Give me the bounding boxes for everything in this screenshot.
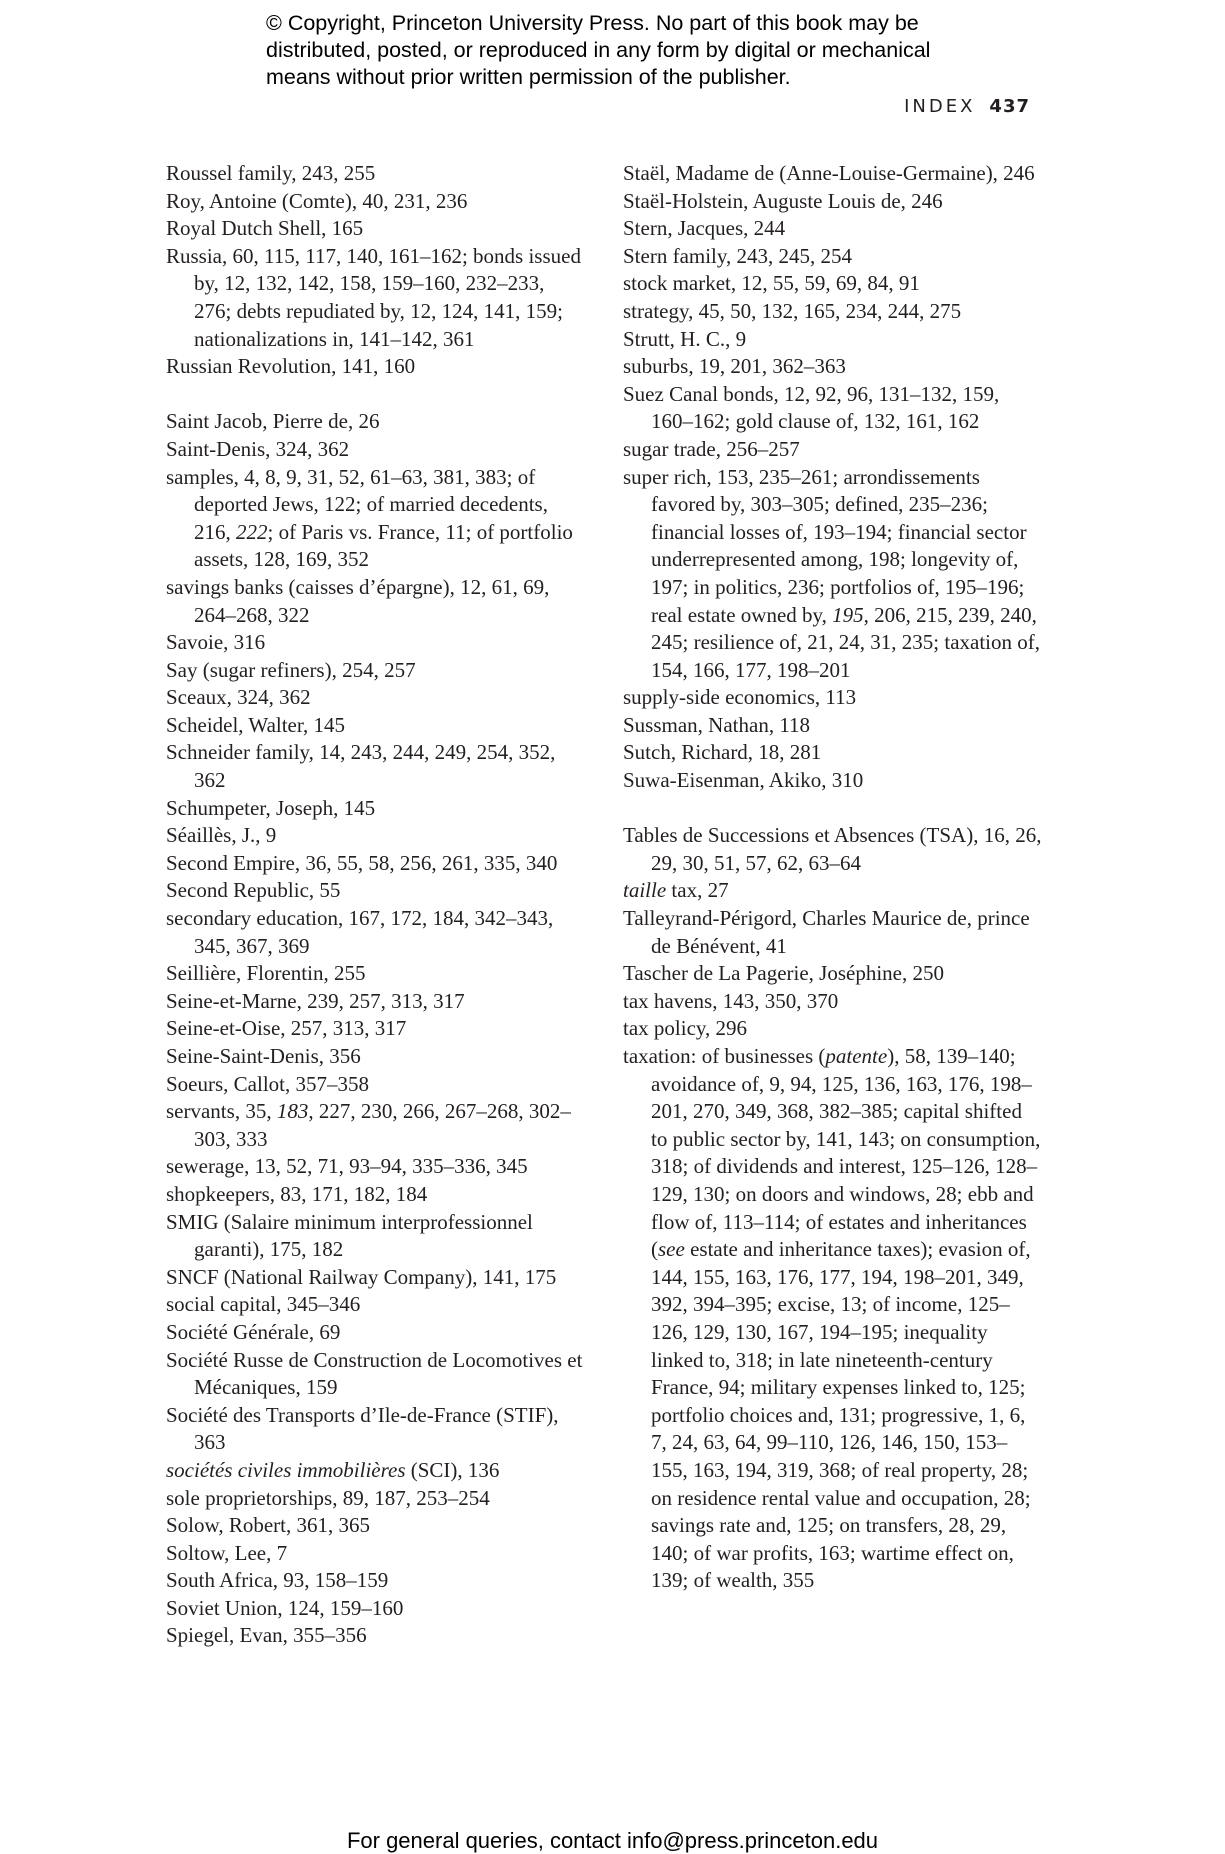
entry-text: , 227, 230, 266, 267–268, 302–303, 333 <box>194 1099 571 1151</box>
entry-text: strategy, 45, 50, 132, 165, 234, 244, 275 <box>623 298 962 323</box>
entry-text: Solow, Robert, 361, 365 <box>166 1513 370 1538</box>
entry-text: savings banks (caisses d’épargne), 12, 61, 69, 264–268, 322 <box>166 574 550 627</box>
index-entry <box>623 822 1043 877</box>
entry-text: Suwa-Eisenman, Akiko, 310 <box>623 768 864 793</box>
index-entry <box>166 1015 586 1043</box>
copyright-line: distributed, posted, or reproduced in any form by digital or mechanical <box>266 38 931 62</box>
entry-italic-text: sociétés civiles immobilières <box>166 1457 406 1482</box>
index-entry <box>623 353 1043 381</box>
index-entry <box>166 1319 586 1347</box>
entry-text: Talleyrand-Périgord, Charles Maurice de, prince de Bénévent, 41 <box>623 906 1030 958</box>
entry-text: super rich, 153, 235–261; arrondissements favored by, 303–305; defined, 235–236; financial losses of, 193–194; financial sector underrepresented among, 198; longevity of, 197; in politics, 236; portfolios of, 195–196; real estate owned by, <box>623 464 1027 627</box>
entry-text: Suez Canal bonds, 12, 92, 96, 131–132, 159, 160–162; gold clause of, 132, 161, 162 <box>623 381 1000 434</box>
index-entry <box>623 905 1043 960</box>
copyright-line: © Copyright, Princeton University Press. No part of this book may be <box>266 11 919 35</box>
index-entry <box>623 684 1043 712</box>
index-entry <box>166 657 586 685</box>
index-entry <box>166 960 586 988</box>
index-entry <box>166 353 586 381</box>
index-entry <box>623 215 1043 243</box>
entry-text: Soeurs, Callot, 357–358 <box>166 1071 369 1096</box>
entry-text: Staël-Holstein, Auguste Louis de, 246 <box>623 188 943 213</box>
entry-text: Saint Jacob, Pierre de, 26 <box>166 409 380 434</box>
index-column-left <box>166 160 586 1650</box>
index-entry <box>166 574 586 629</box>
entry-text: Second Republic, 55 <box>166 878 341 903</box>
letter-gap <box>623 795 1043 823</box>
entry-text: Royal Dutch Shell, 165 <box>166 216 364 241</box>
index-entry <box>166 1264 586 1292</box>
index-entry <box>166 684 586 712</box>
entry-text: Schumpeter, Joseph, 145 <box>166 795 376 820</box>
entry-text: sole proprietorships, 89, 187, 253–254 <box>166 1485 490 1510</box>
entry-text: samples, 4, 8, 9, 31, 52, 61–63, 381, 383; of deported Jews, 122; of married decedents, 216, <box>166 464 548 544</box>
index-entry <box>166 1181 586 1209</box>
entry-text: SMIG (Salaire minimum interprofessionnel garanti), 175, 182 <box>166 1209 533 1262</box>
entry-text: Soltow, Lee, 7 <box>166 1540 288 1565</box>
copyright-line: means without prior written permission of the publisher. <box>266 65 791 89</box>
entry-text: Schneider family, 14, 243, 244, 249, 254, 352, 362 <box>166 740 556 793</box>
entry-text: Second Empire, 36, 55, 58, 256, 261, 335, 340 <box>166 850 558 875</box>
index-entry <box>166 436 586 464</box>
index-entry <box>623 464 1043 685</box>
index-entry <box>623 298 1043 326</box>
index-entry <box>623 960 1043 988</box>
index-entry <box>166 795 586 823</box>
entry-text: Say (sugar refiners), 254, 257 <box>166 657 416 682</box>
index-entry <box>166 1043 586 1071</box>
page-number: 437 <box>989 96 1030 117</box>
entry-text: Savoie, 316 <box>166 630 266 655</box>
entry-text: Staël, Madame de (Anne-Louise-Germaine), 246 <box>623 161 1035 185</box>
index-entry <box>623 188 1043 216</box>
index-entry <box>166 1402 586 1457</box>
entry-text: tax havens, 143, 350, 370 <box>623 988 839 1013</box>
entry-text: tax, 27 <box>666 878 729 903</box>
index-entry <box>166 464 586 574</box>
entry-text: Roy, Antoine (Comte), 40, 231, 236 <box>166 188 468 213</box>
entry-text: shopkeepers, 83, 171, 182, 184 <box>166 1181 428 1206</box>
index-entry <box>623 877 1043 905</box>
entry-text: SNCF (National Railway Company), 141, 175 <box>166 1264 557 1289</box>
entry-text: ; of Paris vs. France, 11; of portfolio assets, 128, 169, 352 <box>194 519 573 572</box>
index-entry <box>166 1567 586 1595</box>
entry-text: , 206, 215, 239, 240, 245; resilience of, 21, 24, 31, 235; taxation of, 154, 166, 177, 198–201 <box>651 602 1041 682</box>
index-entry <box>166 1540 586 1568</box>
entry-text: Roussel family, 243, 255 <box>166 161 376 185</box>
index-entry <box>166 1071 586 1099</box>
entry-text: Seine-et-Marne, 239, 257, 313, 317 <box>166 988 465 1013</box>
entry-text: stock market, 12, 55, 59, 69, 84, 91 <box>623 271 920 296</box>
copyright-notice <box>266 10 1026 91</box>
index-entry <box>166 712 586 740</box>
index-entry <box>166 905 586 960</box>
index-entry <box>166 215 586 243</box>
index-entry <box>166 188 586 216</box>
index-entry <box>166 1153 586 1181</box>
index-entry <box>623 1043 1043 1595</box>
entry-text: Seine-et-Oise, 257, 313, 317 <box>166 1016 407 1041</box>
entry-text: South Africa, 93, 158–159 <box>166 1568 389 1593</box>
entry-text: estate and inheritance taxes); evasion of, 144, 155, 163, 176, 177, 194, 198–201, 349, 392, 394–395; excise, 13; of income, 125–126, 129, 130, 167, 194–195; inequality linked to, 318; in late nineteenth-century France, 94; military expenses linked to, 125; portfolio choices and, 131; progressive, 1, 6, 7, 24, 63, 64, 99–110, 126, 146, 150, 153–155, 163, 194, 319, 368; of real property, 28; on residence rental value and occupation, 28; savings rate and, 125; on transfers, 28, 29, 140; of war profits, 163; wartime effect on, 139; of wealth, 355 <box>651 1237 1031 1593</box>
running-head <box>904 96 1030 117</box>
entry-text: Soviet Union, 124, 159–160 <box>166 1595 404 1620</box>
index-entry <box>623 767 1043 795</box>
entry-text: Société des Transports d’Ile-de-France (STIF), 363 <box>166 1402 559 1455</box>
entry-text: sugar trade, 256–257 <box>623 436 800 461</box>
entry-text: Tascher de La Pagerie, Joséphine, 250 <box>623 961 944 986</box>
entry-text: Scheidel, Walter, 145 <box>166 712 346 737</box>
index-entry <box>623 739 1043 767</box>
entry-text: servants, 35, <box>166 1099 277 1124</box>
entry-text: Stern family, 243, 245, 254 <box>623 243 853 268</box>
entry-text: social capital, 345–346 <box>166 1292 361 1317</box>
entry-text: suburbs, 19, 201, 362–363 <box>623 354 846 379</box>
index-entry <box>166 739 586 794</box>
index-entry <box>166 877 586 905</box>
letter-gap <box>166 381 586 409</box>
index-entry <box>623 712 1043 740</box>
index-entry <box>166 850 586 878</box>
entry-text: taxation: of businesses ( <box>623 1044 826 1068</box>
index-entry <box>623 243 1043 271</box>
index-entry <box>166 1098 586 1153</box>
entry-italic-text: 222 <box>236 519 268 544</box>
entry-text: sewerage, 13, 52, 71, 93–94, 335–336, 345 <box>166 1154 528 1179</box>
entry-text: secondary education, 167, 172, 184, 342–343, 345, 367, 369 <box>166 906 554 958</box>
index-entry <box>623 160 1043 188</box>
entry-italic-text: taille <box>623 878 667 903</box>
index-entry <box>166 160 586 188</box>
index-entry <box>166 822 586 850</box>
index-entry <box>623 436 1043 464</box>
entry-text: Saint-Denis, 324, 362 <box>166 436 350 461</box>
index-entry <box>166 1485 586 1513</box>
entry-text: Société Générale, 69 <box>166 1319 341 1344</box>
entry-text: Strutt, H. C., 9 <box>623 326 747 351</box>
entry-text: Spiegel, Evan, 355–356 <box>166 1623 367 1648</box>
entry-text: Russia, 60, 115, 117, 140, 161–162; bonds issued by, 12, 132, 142, 158, 159–160, 232–233, 276; debts repudiated by, 12, 124, 141, 159; nationalizations in, 141–142, 361 <box>166 243 581 351</box>
index-entry <box>166 1595 586 1623</box>
entry-text: Société Russe de Construction de Locomotives et Mécaniques, 159 <box>166 1347 583 1400</box>
entry-text: Seillière, Florentin, 255 <box>166 961 366 986</box>
index-column-right <box>623 160 1043 1595</box>
entry-text: tax policy, 296 <box>623 1016 748 1041</box>
index-entry <box>166 1512 586 1540</box>
index-entry <box>166 1291 586 1319</box>
entry-text: ), 58, 139–140; avoidance of, 9, 94, 125, 136, 163, 176, 198–201, 270, 349, 368, 382–385; capital shifted to public sector by, 141, 143; on consumption, 318; of dividends and interest, 125–126, 128–129, 130; on doors and windows, 28; ebb and flow of, 113–114; of estates and inheritances ( <box>651 1044 1041 1262</box>
entry-text: Seine-Saint-Denis, 356 <box>166 1044 361 1068</box>
index-entry <box>623 326 1043 354</box>
index-entry <box>623 988 1043 1016</box>
index-entry <box>166 243 586 353</box>
index-entry <box>623 270 1043 298</box>
index-entry <box>166 1622 586 1650</box>
entry-text: (SCI), 136 <box>405 1457 500 1482</box>
entry-text: Sutch, Richard, 18, 281 <box>623 740 822 765</box>
index-entry <box>166 1209 586 1264</box>
entry-italic-text: 195 <box>832 602 864 627</box>
section-title: INDEX <box>904 96 976 117</box>
footer-contact: For general queries, contact info@press.princeton.edu <box>346 1828 879 1853</box>
entry-text: Russian Revolution, 141, 160 <box>166 354 416 379</box>
index-entry <box>623 381 1043 436</box>
entry-italic-text: patente <box>825 1044 888 1068</box>
entry-text: Sceaux, 324, 362 <box>166 685 311 710</box>
index-entry <box>166 988 586 1016</box>
entry-text: Tables de Successions et Absences (TSA), 16, 26, 29, 30, 51, 57, 62, 63–64 <box>623 823 1042 875</box>
index-entry <box>166 1457 586 1485</box>
entry-text: Stern, Jacques, 244 <box>623 216 786 241</box>
entry-text: Séaillès, J., 9 <box>166 823 277 848</box>
entry-italic-text: 183 <box>276 1099 309 1124</box>
entry-italic-text: see <box>658 1237 685 1262</box>
entry-text: supply-side economics, 113 <box>623 685 857 710</box>
entry-text: Sussman, Nathan, 118 <box>623 712 811 737</box>
index-entry <box>623 1015 1043 1043</box>
index-entry <box>166 1347 586 1402</box>
index-entry <box>166 408 586 436</box>
index-entry <box>166 629 586 657</box>
